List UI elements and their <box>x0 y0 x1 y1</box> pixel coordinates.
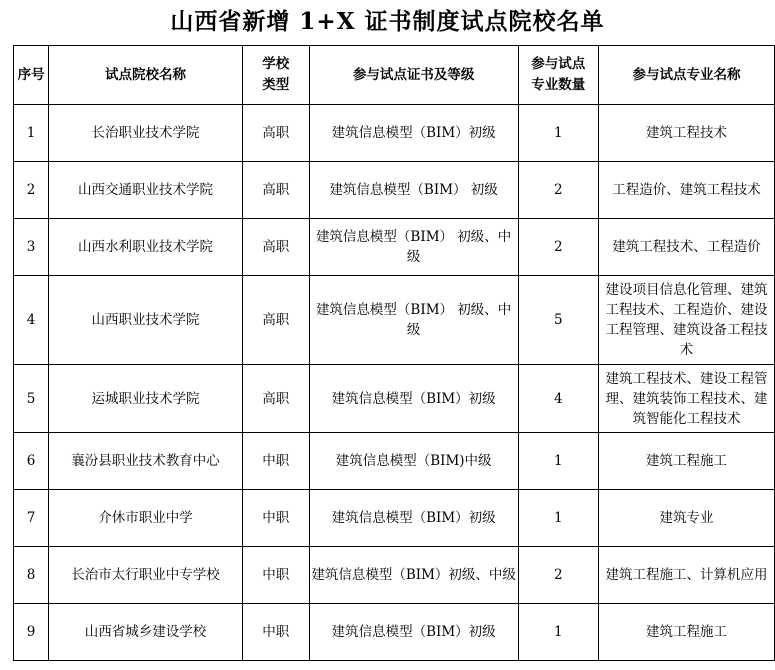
cell-count: 5 <box>518 276 598 365</box>
cell-count: 4 <box>518 365 598 433</box>
cell-type: 中职 <box>242 547 309 604</box>
cell-seq: 5 <box>14 365 49 433</box>
cell-cert: 建筑信息模型（BIM） 初级 <box>309 162 518 219</box>
cell-cert: 建筑信息模型（BIM） 初级、中级 <box>309 276 518 365</box>
cell-majors: 建筑专业 <box>598 490 774 547</box>
cell-majors: 建筑工程施工、计算机应用 <box>598 547 774 604</box>
header-type-line1: 学校 <box>262 56 290 72</box>
table-row <box>14 105 775 162</box>
cell-count: 2 <box>518 219 598 276</box>
cell-school: 长治职业技术学院 <box>49 105 243 162</box>
cell-count: 2 <box>518 162 598 219</box>
cell-type: 高职 <box>242 219 309 276</box>
cell-seq: 3 <box>14 219 49 276</box>
schools-table <box>13 45 775 661</box>
cell-count: 1 <box>518 490 598 547</box>
cell-seq: 1 <box>14 105 49 162</box>
header-count-line2: 专业数量 <box>531 77 586 93</box>
header-seq: 序号 <box>14 46 49 105</box>
cell-type: 高职 <box>242 276 309 365</box>
cell-cert: 建筑信息模型（BIM）初级 <box>309 365 518 433</box>
header-majors: 参与试点专业名称 <box>598 46 774 105</box>
table-row <box>14 162 775 219</box>
cell-school: 山西职业技术学院 <box>49 276 243 365</box>
table-row <box>14 490 775 547</box>
cell-cert: 建筑信息模型（BIM）初级 <box>309 490 518 547</box>
cell-cert: 建筑信息模型（BIM）初级 <box>309 604 518 661</box>
cell-school: 山西交通职业技术学院 <box>49 162 243 219</box>
cell-cert: 建筑信息模型（BIM） 初级、中级 <box>309 219 518 276</box>
cell-seq: 8 <box>14 547 49 604</box>
table-row <box>14 547 775 604</box>
cell-count: 1 <box>518 604 598 661</box>
cell-majors: 工程造价、建筑工程技术 <box>598 162 774 219</box>
header-type <box>242 46 309 105</box>
cell-majors: 建筑工程技术、建设工程管理、建筑装饰工程技术、建筑智能化工程技术 <box>598 365 774 433</box>
cell-school: 襄汾县职业技术教育中心 <box>49 433 243 490</box>
cell-count: 1 <box>518 433 598 490</box>
cell-type: 高职 <box>242 365 309 433</box>
cell-seq: 9 <box>14 604 49 661</box>
cell-type: 中职 <box>242 604 309 661</box>
cell-cert: 建筑信息模型（BIM）初级、中级 <box>309 547 518 604</box>
cell-count: 1 <box>518 105 598 162</box>
table-row <box>14 219 775 276</box>
cell-seq: 4 <box>14 276 49 365</box>
cell-school: 介休市职业中学 <box>49 490 243 547</box>
cell-type: 中职 <box>242 490 309 547</box>
table-row <box>14 604 775 661</box>
cell-cert: 建筑信息模型（BIM）初级 <box>309 105 518 162</box>
cell-school: 运城职业技术学院 <box>49 365 243 433</box>
table-row <box>14 365 775 433</box>
cell-school: 长治市太行职业中专学校 <box>49 547 243 604</box>
header-count <box>518 46 598 105</box>
cell-type: 高职 <box>242 105 309 162</box>
cell-majors: 建筑工程施工 <box>598 433 774 490</box>
cell-cert: 建筑信息模型（BIM)中级 <box>309 433 518 490</box>
cell-type: 中职 <box>242 433 309 490</box>
header-cert: 参与试点证书及等级 <box>309 46 518 105</box>
table-row <box>14 276 775 365</box>
header-count-line1: 参与试点 <box>531 56 586 72</box>
table-row <box>14 433 775 490</box>
header-school: 试点院校名称 <box>49 46 243 105</box>
cell-type: 高职 <box>242 162 309 219</box>
cell-majors: 建筑工程施工 <box>598 604 774 661</box>
header-row <box>14 46 775 105</box>
cell-majors: 建筑工程技术、工程造价 <box>598 219 774 276</box>
cell-seq: 7 <box>14 490 49 547</box>
cell-count: 2 <box>518 547 598 604</box>
cell-school: 山西水利职业技术学院 <box>49 219 243 276</box>
cell-seq: 2 <box>14 162 49 219</box>
cell-seq: 6 <box>14 433 49 490</box>
cell-majors: 建筑工程技术 <box>598 105 774 162</box>
cell-school: 山西省城乡建设学校 <box>49 604 243 661</box>
cell-majors: 建设项目信息化管理、建筑工程技术、工程造价、建设工程管理、建筑设备工程技术 <box>598 276 774 365</box>
page-title: 山西省新增 1+X 证书制度试点院校名单 <box>170 8 605 35</box>
header-type-line2: 类型 <box>262 77 290 93</box>
